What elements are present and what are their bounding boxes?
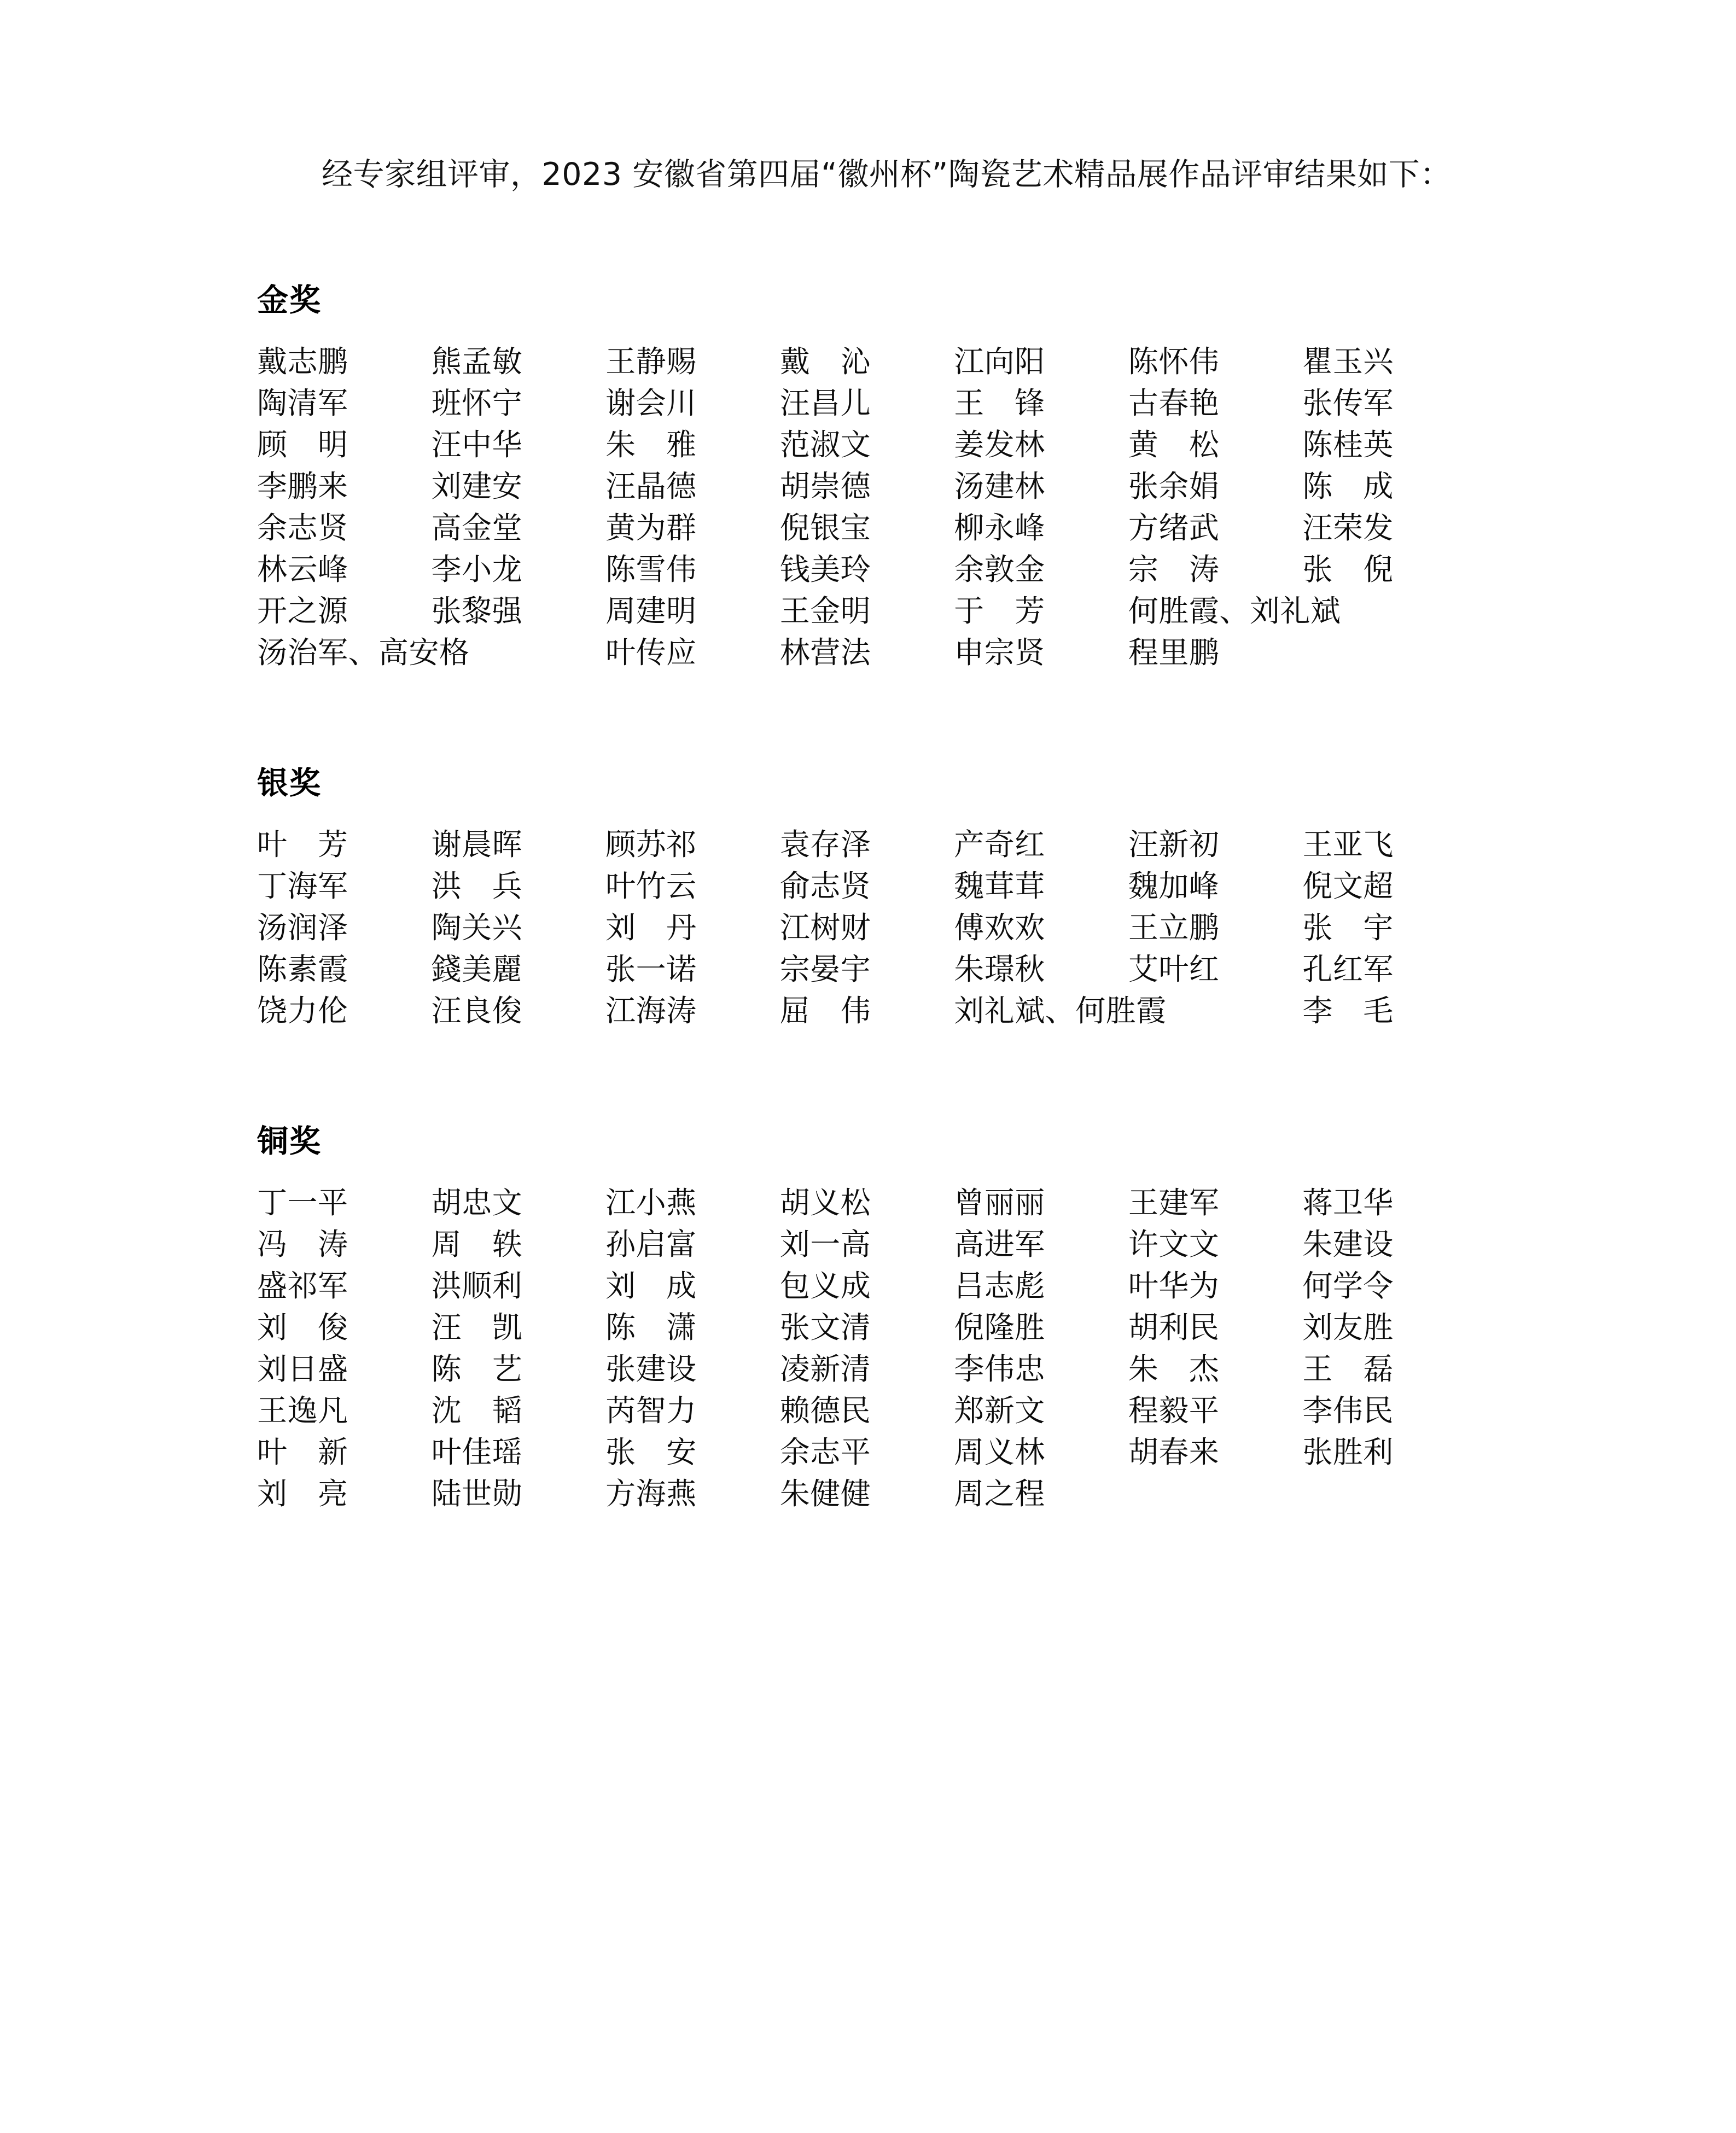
- name-cell: 戴志鹏: [257, 343, 348, 379]
- name-cell: 汤润泽: [257, 910, 348, 945]
- name-cell: 班怀宁: [431, 385, 523, 421]
- name-cell: 熊孟敏: [431, 343, 523, 379]
- name-cell: 吕志彪: [954, 1268, 1045, 1303]
- name-cell: 郑新文: [954, 1392, 1045, 1428]
- name-cell: 王亚飞: [1302, 826, 1394, 862]
- name-cell: 江海涛: [605, 993, 697, 1028]
- name-cell: 于 芳: [954, 593, 1045, 628]
- name-cell: 刘日盛: [257, 1351, 348, 1386]
- name-cell: 王静赐: [605, 343, 697, 379]
- name-cell: 古春艳: [1128, 385, 1220, 421]
- name-cell: 陈素霞: [257, 951, 348, 987]
- name-cell: 朱 杰: [1128, 1351, 1220, 1386]
- name-cell: 洪顺利: [431, 1268, 523, 1303]
- name-cell: 李伟民: [1302, 1392, 1394, 1428]
- name-cell: 錢美麗: [431, 951, 523, 987]
- name-cell: 戴 沁: [779, 343, 871, 379]
- name-cell: 陆世勋: [431, 1476, 523, 1511]
- name-cell: 倪文超: [1302, 868, 1394, 904]
- name-cell: 程里鹏: [1128, 634, 1220, 670]
- name-cell: 胡利民: [1128, 1309, 1220, 1345]
- name-cell: 包义成: [779, 1268, 871, 1303]
- name-cell: 刘建安: [431, 468, 523, 504]
- name-cell: 朱璟秋: [954, 951, 1045, 987]
- name-cell: 程毅平: [1128, 1392, 1220, 1428]
- name-cell: 胡春来: [1128, 1434, 1220, 1470]
- name-cell: 高进军: [954, 1226, 1045, 1262]
- name-cell: 宗晏宇: [779, 951, 871, 987]
- name-cell: 王 磊: [1302, 1351, 1394, 1386]
- name-cell: 谢晨晖: [431, 826, 523, 862]
- name-cell: 冯 涛: [257, 1226, 348, 1262]
- name-cell: 刘一高: [779, 1226, 871, 1262]
- name-cell: 陈 成: [1302, 468, 1394, 504]
- name-cell: 陈桂英: [1302, 427, 1394, 462]
- name-cell: 刘 亮: [257, 1476, 348, 1511]
- name-cell: 汪昌儿: [779, 385, 871, 421]
- name-cell: 饶力伦: [257, 993, 348, 1028]
- name-cell: 周义林: [954, 1434, 1045, 1470]
- name-cell: 宗 涛: [1128, 551, 1220, 587]
- name-cell: 申宗贤: [954, 634, 1045, 670]
- name-cell: 叶华为: [1128, 1268, 1220, 1303]
- name-cell: 胡忠文: [431, 1185, 523, 1220]
- name-cell: 周建明: [605, 593, 697, 628]
- name-cell: 汪中华: [431, 427, 523, 462]
- name-cell: 刘 成: [605, 1268, 697, 1303]
- name-cell: 汪良俊: [431, 993, 523, 1028]
- name-cell: 袁存泽: [779, 826, 871, 862]
- name-cell: 王金明: [779, 593, 871, 628]
- name-cell: 方绪武: [1128, 510, 1220, 545]
- name-cell: 张 倪: [1302, 551, 1394, 587]
- name-cell: 倪银宝: [779, 510, 871, 545]
- name-cell: 产奇红: [954, 826, 1045, 862]
- name-cell: 朱建设: [1302, 1226, 1394, 1262]
- name-cell: 李鹏来: [257, 468, 348, 504]
- name-cell: 王逸凡: [257, 1392, 348, 1428]
- name-cell: 刘 俊: [257, 1309, 348, 1345]
- name-cell: 张 安: [605, 1434, 697, 1470]
- name-cell: 叶竹云: [605, 868, 697, 904]
- name-cell: 谢会川: [605, 385, 697, 421]
- document-body: [257, 0, 1477, 1515]
- name-cell: 张一诺: [605, 951, 697, 987]
- name-cell: 方海燕: [605, 1476, 697, 1511]
- name-cell: 刘友胜: [1302, 1309, 1394, 1345]
- name-cell: 叶 新: [257, 1434, 348, 1470]
- section-title-gold: 金奖: [257, 282, 322, 318]
- name-cell: 张文清: [779, 1309, 871, 1345]
- name-cell: 王立鹏: [1128, 910, 1220, 945]
- award-section-gold: [257, 196, 1477, 674]
- name-cell: 倪隆胜: [954, 1309, 1045, 1345]
- section-title-silver: 银奖: [257, 765, 322, 801]
- name-cell: 沈 韬: [431, 1392, 523, 1428]
- name-cell: 顾 明: [257, 427, 348, 462]
- name-cell: 黄为群: [605, 510, 697, 545]
- name-cell: 余志平: [779, 1434, 871, 1470]
- name-cell: 江树财: [779, 910, 871, 945]
- name-cell: 黄 松: [1128, 427, 1220, 462]
- name-cell: 姜发林: [954, 427, 1045, 462]
- name-cell: 张 宇: [1302, 910, 1394, 945]
- name-cell: 凌新清: [779, 1351, 871, 1386]
- name-cell: 汤治军、高安格: [257, 634, 470, 670]
- name-cell: 江向阳: [954, 343, 1045, 379]
- name-cell: 刘礼斌、何胜霞: [954, 993, 1167, 1028]
- award-section-bronze: [257, 1032, 1477, 1515]
- name-grid-gold: [257, 341, 1477, 674]
- name-grid-bronze: [257, 1182, 1477, 1515]
- name-cell: 俞志贤: [779, 868, 871, 904]
- name-cell: 周 轶: [431, 1226, 523, 1262]
- name-cell: 刘 丹: [605, 910, 697, 945]
- name-cell: 魏茸茸: [954, 868, 1045, 904]
- name-cell: 张传军: [1302, 385, 1394, 421]
- name-cell: 张建设: [605, 1351, 697, 1386]
- name-cell: 瞿玉兴: [1302, 343, 1394, 379]
- name-cell: 何学令: [1302, 1268, 1394, 1303]
- name-cell: 赖德民: [779, 1392, 871, 1428]
- name-cell: 丁一平: [257, 1185, 348, 1220]
- name-cell: 陈怀伟: [1128, 343, 1220, 379]
- name-cell: 汪荣发: [1302, 510, 1394, 545]
- name-cell: 朱 雅: [605, 427, 697, 462]
- name-cell: 孙启富: [605, 1226, 697, 1262]
- award-section-silver: [257, 674, 1477, 1032]
- name-grid-silver: [257, 824, 1477, 1032]
- name-cell: 钱美玲: [779, 551, 871, 587]
- section-title-bronze: 铜奖: [257, 1123, 322, 1159]
- name-cell: 屈 伟: [779, 993, 871, 1028]
- name-cell: 丁海军: [257, 868, 348, 904]
- name-cell: 汪晶德: [605, 468, 697, 504]
- name-cell: 张黎强: [431, 593, 523, 628]
- name-cell: 林云峰: [257, 551, 348, 587]
- name-cell: 陈 潇: [605, 1309, 697, 1345]
- name-cell: 周之程: [954, 1476, 1045, 1511]
- name-cell: 陈雪伟: [605, 551, 697, 587]
- name-cell: 曾丽丽: [954, 1185, 1045, 1220]
- name-cell: 胡义松: [779, 1185, 871, 1220]
- name-cell: 李 毛: [1302, 993, 1394, 1028]
- name-cell: 叶传应: [605, 634, 697, 670]
- name-cell: 傅欢欢: [954, 910, 1045, 945]
- name-cell: 艾叶红: [1128, 951, 1220, 987]
- name-cell: 芮智力: [605, 1392, 697, 1428]
- name-cell: 洪 兵: [431, 868, 523, 904]
- name-cell: 林营法: [779, 634, 871, 670]
- name-cell: 顾苏祁: [605, 826, 697, 862]
- name-cell: 朱健健: [779, 1476, 871, 1511]
- name-cell: 陶清军: [257, 385, 348, 421]
- name-cell: 范淑文: [779, 427, 871, 462]
- name-cell: 李伟忠: [954, 1351, 1045, 1386]
- name-cell: 胡崇德: [779, 468, 871, 504]
- name-cell: 陶关兴: [431, 910, 523, 945]
- name-cell: 张胜利: [1302, 1434, 1394, 1470]
- name-cell: 魏加峰: [1128, 868, 1220, 904]
- name-cell: 王 锋: [954, 385, 1045, 421]
- name-cell: 柳永峰: [954, 510, 1045, 545]
- name-cell: 陈 艺: [431, 1351, 523, 1386]
- name-cell: 王建军: [1128, 1185, 1220, 1220]
- name-cell: 张余娟: [1128, 468, 1220, 504]
- name-cell: 汤建林: [954, 468, 1045, 504]
- name-cell: 孔红军: [1302, 951, 1394, 987]
- name-cell: 江小燕: [605, 1185, 697, 1220]
- name-cell: 叶 芳: [257, 826, 348, 862]
- intro-paragraph: 经专家组评审，2023 安徽省第四届“徽州杯”陶瓷艺术精品展作品评审结果如下：: [322, 156, 1452, 193]
- name-cell: 何胜霞、刘礼斌: [1128, 593, 1341, 628]
- name-cell: 高金堂: [431, 510, 523, 545]
- name-cell: 汪 凯: [431, 1309, 523, 1345]
- name-cell: 盛祁军: [257, 1268, 348, 1303]
- name-cell: 余敦金: [954, 551, 1045, 587]
- name-cell: 叶佳瑶: [431, 1434, 523, 1470]
- name-cell: 汪新初: [1128, 826, 1220, 862]
- name-cell: 蒋卫华: [1302, 1185, 1394, 1220]
- name-cell: 开之源: [257, 593, 348, 628]
- name-cell: 许文文: [1128, 1226, 1220, 1262]
- name-cell: 李小龙: [431, 551, 523, 587]
- name-cell: 余志贤: [257, 510, 348, 545]
